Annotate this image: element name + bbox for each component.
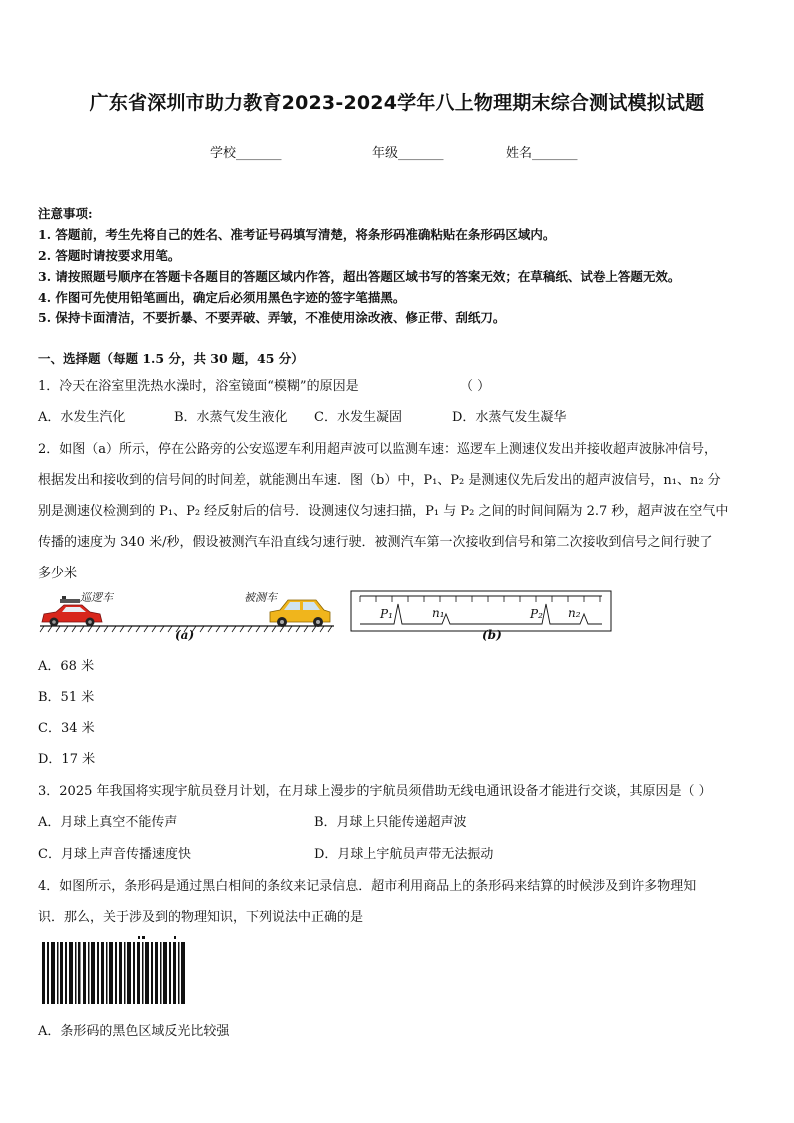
q1-option-a[interactable]: A．水发生汽化 [38, 410, 126, 425]
q4-stem-line2: 识．那么，关于涉及到的物理知识，下列说法中正确的是 [38, 910, 364, 925]
q2-stem-line5: 多少米 [38, 566, 78, 581]
q3-option-d[interactable]: D．月球上宇航员声带无法振动 [314, 847, 494, 862]
q1-stem: 1．冷天在浴室里洗热水澡时，浴室镜面“模糊”的原因是 [38, 379, 359, 394]
pulse-label-n1: n₁ [432, 606, 445, 620]
figure-b-caption: (b) [482, 628, 502, 642]
page-title: 广东省深圳市助力教育2023-2024学年八上物理期末综合测试模拟试题 [89, 92, 705, 114]
pulse-label-n2: n₂ [568, 606, 581, 620]
q1-option-c[interactable]: C．水发生凝固 [314, 410, 402, 425]
name-field[interactable]: 姓名_______ [506, 146, 578, 161]
figure-a-caption: (a) [175, 628, 195, 642]
q3-stem: 3．2025 年我国将实现宇航员登月计划，在月球上漫步的宇航员须借助无线电通讯设备才能进行交谈，其原因是（ ） [38, 784, 712, 799]
q1-answer-paren: （ ） [460, 379, 491, 394]
barcode-image [42, 936, 188, 1006]
q3-option-a[interactable]: A．月球上真空不能传声 [38, 815, 178, 830]
section-heading: 一、选择题（每题 1.5 分，共 30 题，45 分） [38, 351, 304, 366]
q2-option-a[interactable]: A．68 米 [38, 659, 95, 674]
q2-option-c[interactable]: C．34 米 [38, 721, 95, 736]
target-car-label: 被测车 [244, 591, 277, 604]
q4-stem-line1: 4．如图所示，条形码是通过黑白相间的条纹来记录信息．超市利用商品上的条形码来结算的时候涉及到许多物理知 [38, 879, 697, 894]
notice-heading: 注意事项: [38, 206, 93, 221]
q2-stem-line4: 传播的速度为 340 米/秒，假设被测汽车沿直线匀速行驶．被测汽车第一次接收到信号和第二次接收到信号之间行驶了 [38, 535, 713, 550]
notice-item-4: 4. 作图可先使用铅笔画出，确定后必须用黑色字迹的签字笔描黑。 [38, 290, 406, 305]
grade-field[interactable]: 年级_______ [372, 146, 444, 161]
q1-option-b[interactable]: B．水蒸气发生液化 [174, 410, 288, 425]
q4-option-a[interactable]: A．条形码的黑色区域反光比较强 [38, 1024, 230, 1039]
pulse-label-p1: P₁ [380, 607, 393, 621]
q2-stem-line2: 根据发出和接收到的信号间的时间差，就能测出车速．图（b）中，P₁、P₂ 是测速仪先后发出的超声波信号，n₁、n₂ 分 [38, 473, 721, 488]
q2-option-d[interactable]: D．17 米 [38, 752, 96, 767]
pulse-label-p2: P₂ [530, 607, 543, 621]
q3-option-b[interactable]: B．月球上只能传递超声波 [314, 815, 467, 830]
notice-item-1: 1. 答题前，考生先将自己的姓名、准考证号码填写清楚，将条形码准确粘贴在条形码区域内。 [38, 227, 556, 242]
notice-item-2: 2. 答题时请按要求用笔。 [38, 248, 181, 263]
notice-item-5: 5. 保持卡面清洁，不要折暴、不要弄破、弄皱，不准使用涂改液、修正带、刮纸刀。 [38, 310, 506, 325]
school-field[interactable]: 学校_______ [210, 146, 282, 161]
q2-stem-line3: 别是测速仪检测到的 P₁、P₂ 经反射后的信号．设测速仪匀速扫描，P₁ 与 P₂ 之间的时间间隔为 2.7 秒，超声波在空气中 [38, 504, 729, 519]
patrol-car-label: 巡逻车 [80, 591, 113, 604]
q3-option-c[interactable]: C．月球上声音传播速度快 [38, 847, 191, 862]
notice-item-3: 3. 请按照题号顺序在答题卡各题目的答题区域内作答，超出答题区域书写的答案无效；在草稿纸、试卷上答题无效。 [38, 269, 681, 284]
q2-option-b[interactable]: B．51 米 [38, 690, 95, 705]
q1-option-d[interactable]: D．水蒸气发生凝华 [452, 410, 567, 425]
target-car-icon [270, 600, 330, 627]
q2-stem-line1: 2．如图（a）所示，停在公路旁的公安巡逻车利用超声波可以监测车速：巡逻车上测速仪发出并接收超声波脉冲信号， [38, 442, 718, 457]
